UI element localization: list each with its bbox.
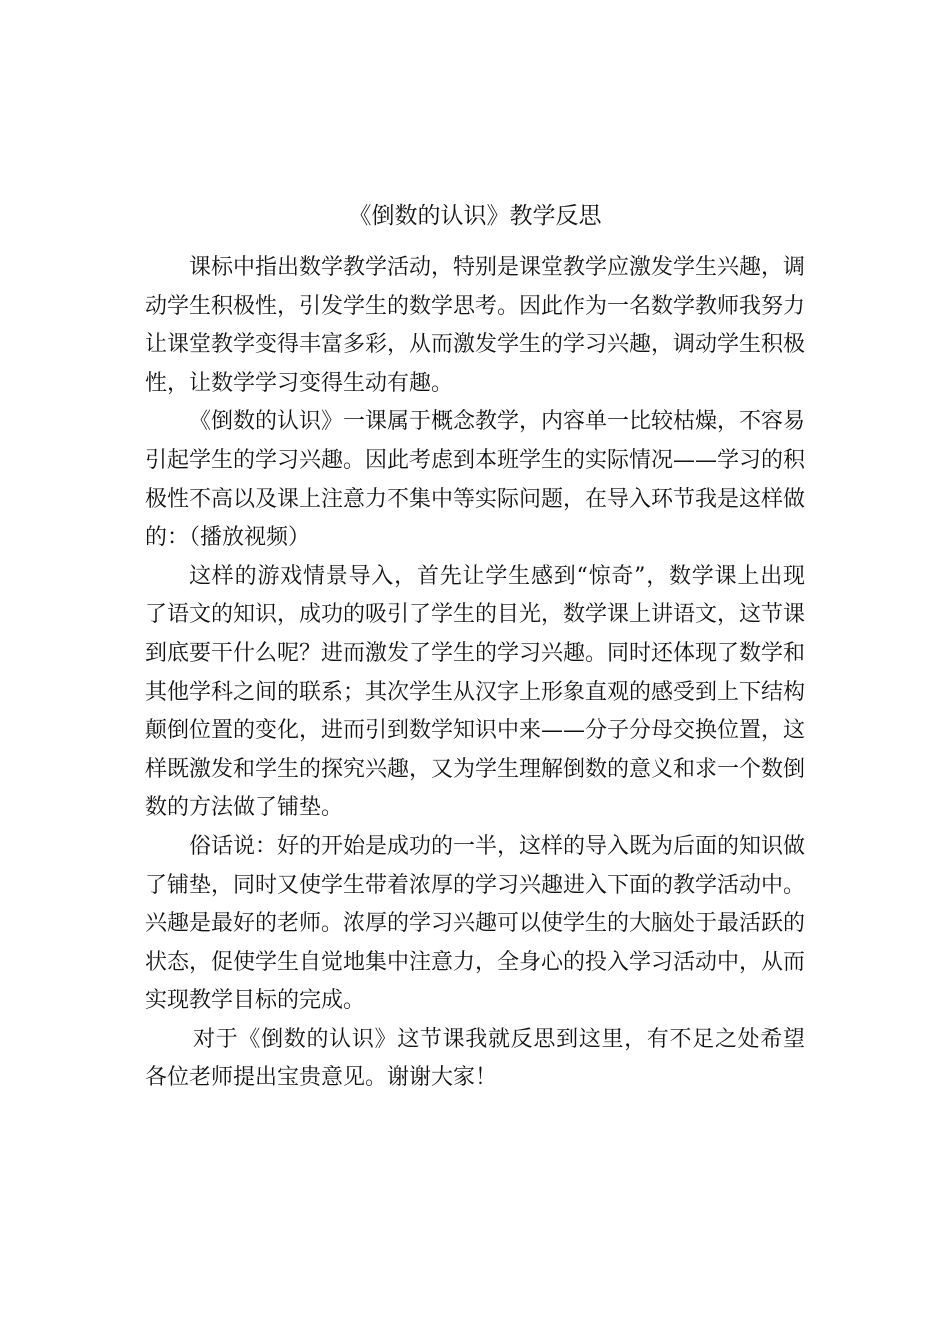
document-body bbox=[145, 249, 805, 1098]
paragraph-3: 这样的游戏情景导入，首先让学生感到“惊奇”，数学课上出现了语文的知识，成功的吸引了学生的目光，数学课上讲语文，这节课到底要干什么呢？进而激发了学生的学习兴趣。同时还体现了数学和其他学科之间的联系；其次学生从汉字上形象直观的感受到上下结构颠倒位置的变化，进而引到数学知识中来——分子分母交换位置，这样既激发和学生的探究兴趣，又为学生理解倒数的意义和求一个数倒数的方法做了铺垫。 bbox=[145, 563, 806, 821]
document-title: 《倒数的认识》教学反思 bbox=[348, 203, 602, 229]
paragraph-2: 《倒数的认识》一课属于概念教学，内容单一比较枯燥，不容易引起学生的学习兴趣。因此考虑到本班学生的实际情况——学习的积极性不高以及课上注意力不集中等实际问题，在导入环节我是这样做的：（播放视频） bbox=[145, 409, 806, 551]
paragraph-5: 对于《倒数的认识》这节课我就反思到这里，有不足之处希望各位老师提出宝贵意见。谢谢大家！ bbox=[145, 1026, 805, 1091]
paragraph-1: 课标中指出数学教学活动，特别是课堂教学应激发学生兴趣，调动学生积极性，引发学生的数学思考。因此作为一名数学教师我努力让课堂教学变得丰富多彩，从而激发学生的学习兴趣，调动学生积极性，让数学学习变得生动有趣。 bbox=[145, 255, 806, 396]
paragraph-4: 俗话说：好的开始是成功的一半，这样的导入既为后面的知识做了铺垫，同时又使学生带着浓厚的学习兴趣进入下面的教学活动中。兴趣是最好的老师。浓厚的学习兴趣可以使学生的大脑处于最活跃的状态，促使学生自觉地集中注意力，全身心的投入学习活动中，从而实现教学目标的完成。 bbox=[145, 833, 806, 1014]
